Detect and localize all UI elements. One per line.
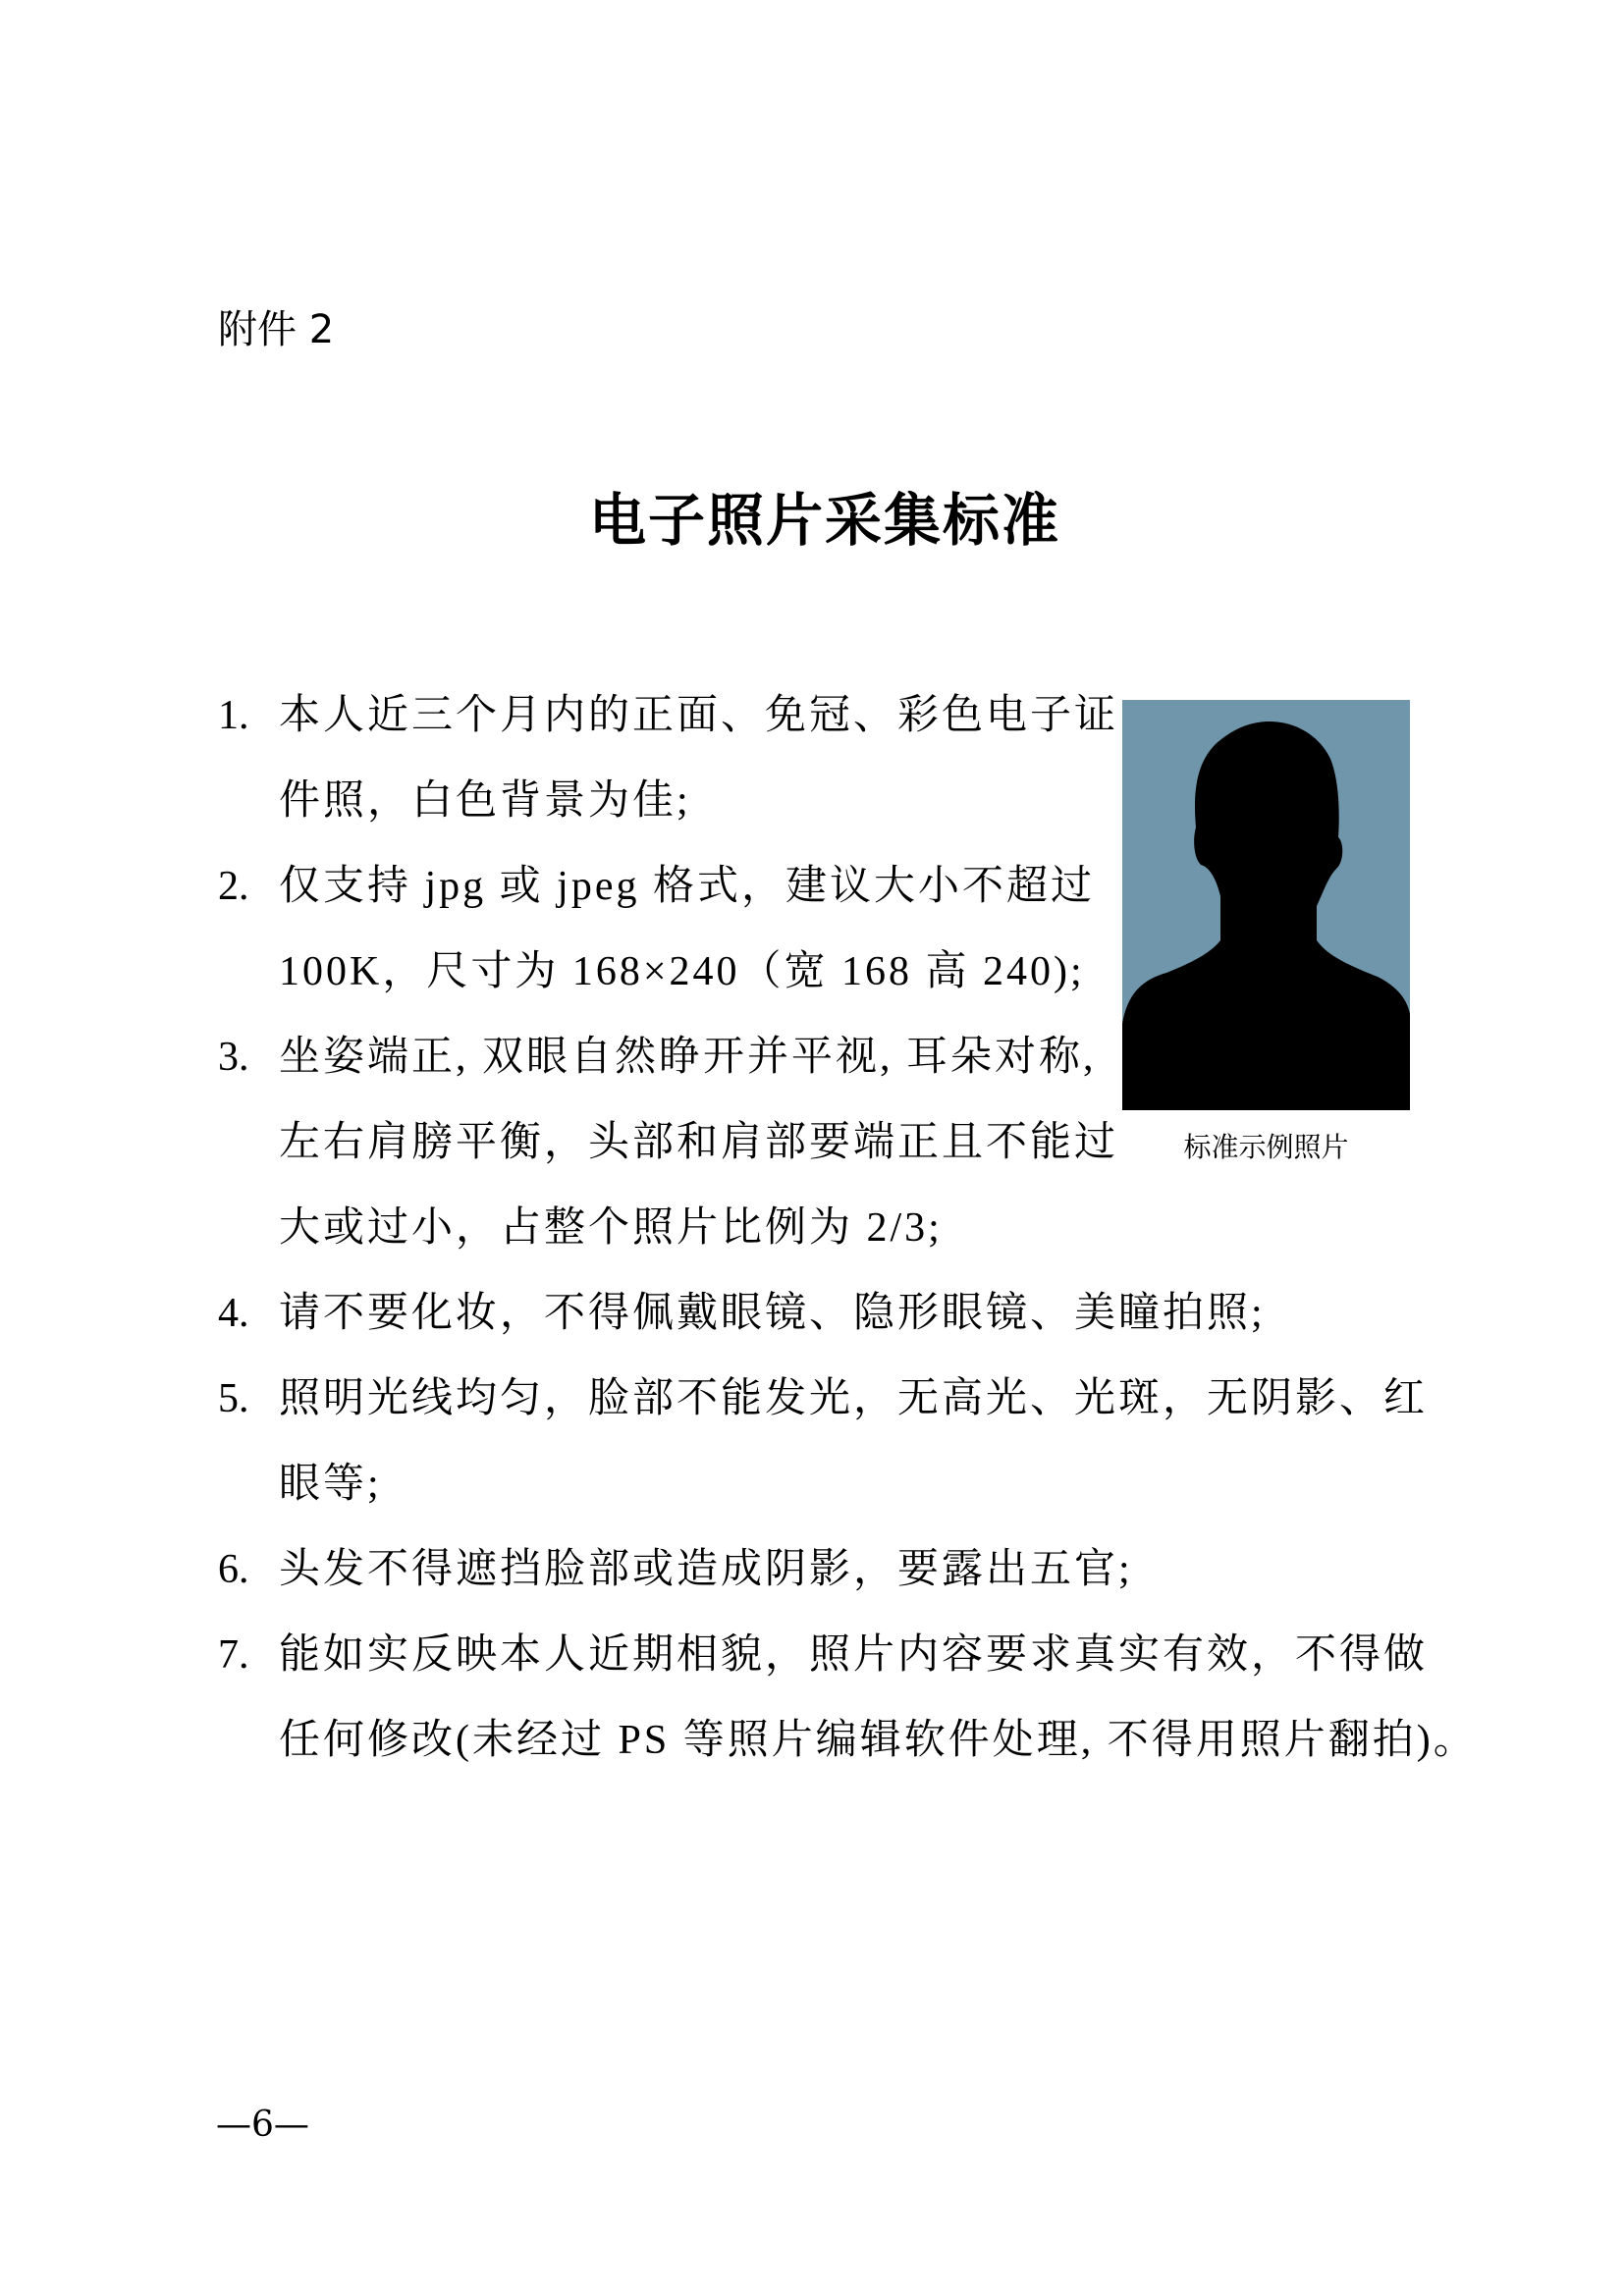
item-line: 本人近三个月内的正面、免冠、彩色电子证 (279, 693, 1119, 738)
item-number: 4. (218, 1291, 249, 1336)
item-line: 左右肩膀平衡，头部和肩部要端正且不能过 (279, 1120, 1119, 1165)
item-text (279, 673, 1143, 844)
item-line: 100K，尺寸为 168×240（宽 168 高 240); (279, 949, 1085, 994)
item-number: 5. (218, 1376, 249, 1421)
item-line: 照明光线均匀，脸部不能发光，无高光、光斑，无阴影、红 (279, 1376, 1429, 1421)
list-item (218, 1613, 1496, 1784)
item-line: 请不要化妆，不得佩戴眼镜、隐形眼镜、美瞳拍照; (279, 1291, 1266, 1336)
item-line: 件照，白色背景为佳; (279, 778, 691, 824)
item-line: 头发不得遮挡脸部或造成阴影，要露出五官; (279, 1547, 1133, 1592)
item-number: 3. (218, 1035, 249, 1080)
sample-photo-figure (1122, 700, 1410, 1167)
attachment-label: 附件 2 (218, 307, 335, 352)
item-line: 任何修改(未经过 PS 等照片编辑软件处理, 不得用照片翻拍)。 (279, 1718, 1478, 1763)
item-line: 能如实反映本人近期相貌，照片内容要求真实有效，不得做 (279, 1632, 1429, 1678)
item-number: 1. (218, 693, 249, 738)
page-title: 电子照片采集标准 (588, 487, 1060, 554)
item-line: 仅支持 jpg 或 jpeg 格式，建议大小不超过 (279, 864, 1095, 909)
item-number: 6. (218, 1547, 249, 1592)
item-line: 眼等; (279, 1462, 382, 1507)
item-text (279, 1613, 1496, 1784)
item-text (279, 1527, 1496, 1613)
sample-photo-caption: 标准示例照片 (1183, 1131, 1349, 1163)
item-text (279, 844, 1143, 1015)
list-item (218, 1527, 1496, 1613)
item-line: 坐姿端正, 双眼自然睁开并平视, 耳朵对称, (279, 1035, 1097, 1080)
sample-photo (1122, 700, 1410, 1110)
item-text (279, 1357, 1496, 1527)
item-number: 2. (218, 864, 249, 909)
list-item (218, 1357, 1496, 1527)
item-line: 大或过小，占整个照片比例为 2/3; (279, 1205, 943, 1251)
item-number: 7. (218, 1632, 249, 1678)
item-text (279, 1271, 1496, 1357)
page-number: —6— (216, 2105, 309, 2145)
list-item (218, 1271, 1496, 1357)
person-silhouette-icon (1122, 700, 1410, 1110)
item-text (279, 1015, 1143, 1271)
